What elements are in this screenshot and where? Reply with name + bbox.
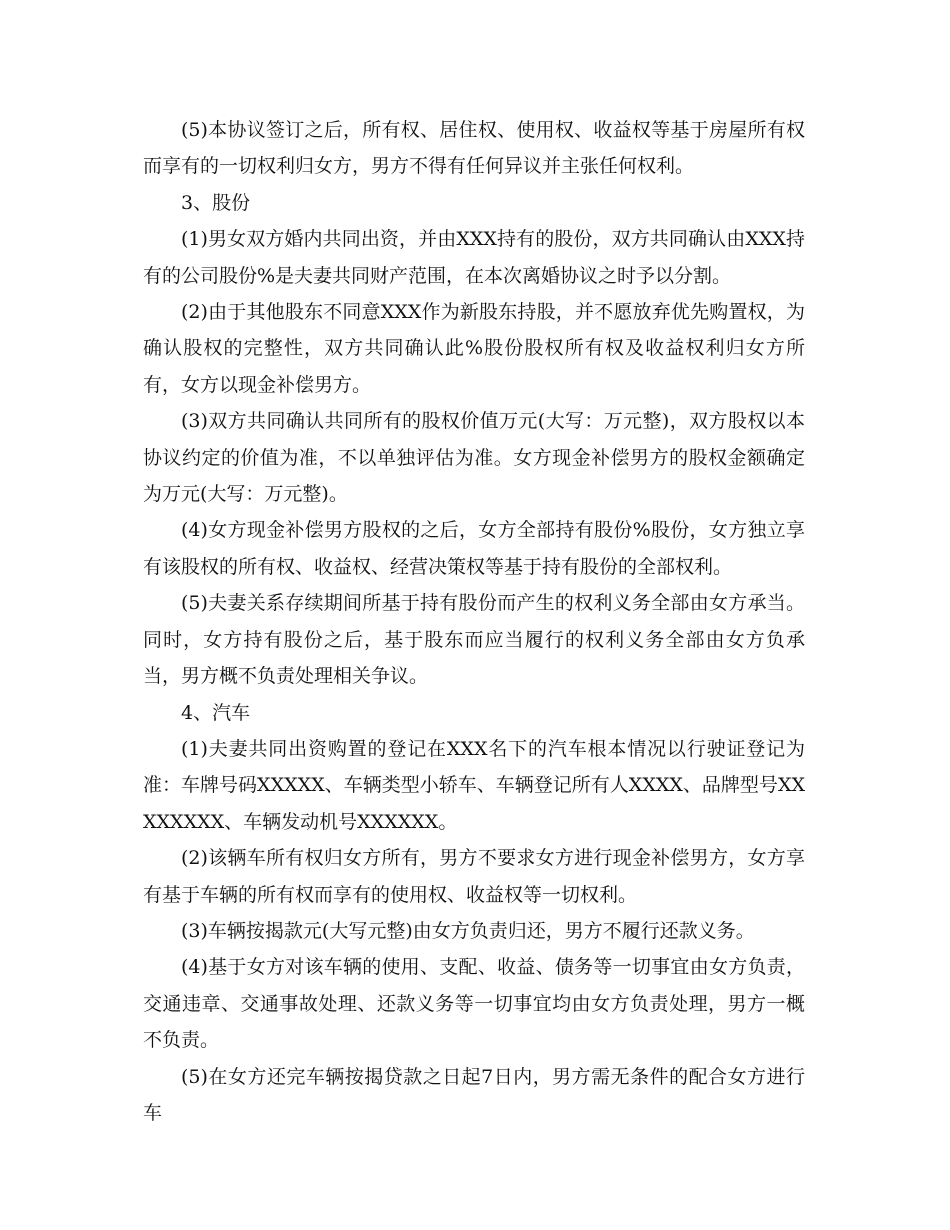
paragraph-house-rights: (5)本协议签订之后，所有权、居住权、使用权、收益权等基于房屋所有权而享有的一切权利归女方，男方不得有任何异议并主张任何权利。: [143, 119, 805, 178]
paragraph-shares-3: (3)双方共同确认共同所有的股权价值万元(大写：万元整)，双方股权以本协议约定的价值为准，不以单独评估为准。女方现金补偿男方的股权金额确定为万元(大写：万元整)。: [143, 410, 805, 506]
document-body: [143, 112, 805, 1131]
section-heading-shares: 3、股份: [181, 191, 251, 214]
paragraph-car-2: (2)该辆车所有权归女方所有，男方不要求女方进行现金补偿男方，女方享有基于车辆的所有权而享有的使用权、收益权等一切权利。: [143, 847, 805, 906]
paragraph-shares-1: (1)男女双方婚内共同出资，并由XXX持有的股份，双方共同确认由XXX持有的公司股份%是夫妻共同财产范围，在本次离婚协议之时予以分割。: [143, 228, 805, 287]
section-heading-car: 4、汽车: [181, 701, 251, 724]
paragraph-car-4: (4)基于女方对该车辆的使用、支配、收益、债务等一切事宜由女方负责，交通违章、交通事故处理、还款义务等一切事宜均由女方负责处理，男方一概不负责。: [143, 956, 805, 1052]
paragraph-car-1: (1)夫妻共同出资购置的登记在XXX名下的汽车根本情况以行驶证登记为准：车牌号码XXXXX、车辆类型小轿车、车辆登记所有人XXXX、品牌型号XXXXXXXX、车辆发动机号XXXXXX。: [143, 737, 805, 833]
paragraph-car-3: (3)车辆按揭款元(大写元整)由女方负责归还，男方不履行还款义务。: [181, 919, 755, 942]
paragraph-shares-5: (5)夫妻关系存续期间所基于持有股份而产生的权利义务全部由女方承当。同时，女方持有股份之后，基于股东而应当履行的权利义务全部由女方负承当，男方概不负责处理相关争议。: [143, 592, 805, 688]
paragraph-car-5: (5)在女方还完车辆按揭贷款之日起7日内，男方需无条件的配合女方进行车: [143, 1065, 805, 1124]
paragraph-shares-2: (2)由于其他股东不同意XXX作为新股东持股，并不愿放弃优先购置权，为确认股权的完整性，双方共同确认此%股份股权所有权及收益权利归女方所有，女方以现金补偿男方。: [143, 301, 805, 396]
paragraph-shares-4: (4)女方现金补偿男方股权的之后，女方全部持有股份%股份，女方独立享有该股权的所有权、收益权、经营决策权等基于持有股份的全部权利。: [143, 519, 805, 578]
